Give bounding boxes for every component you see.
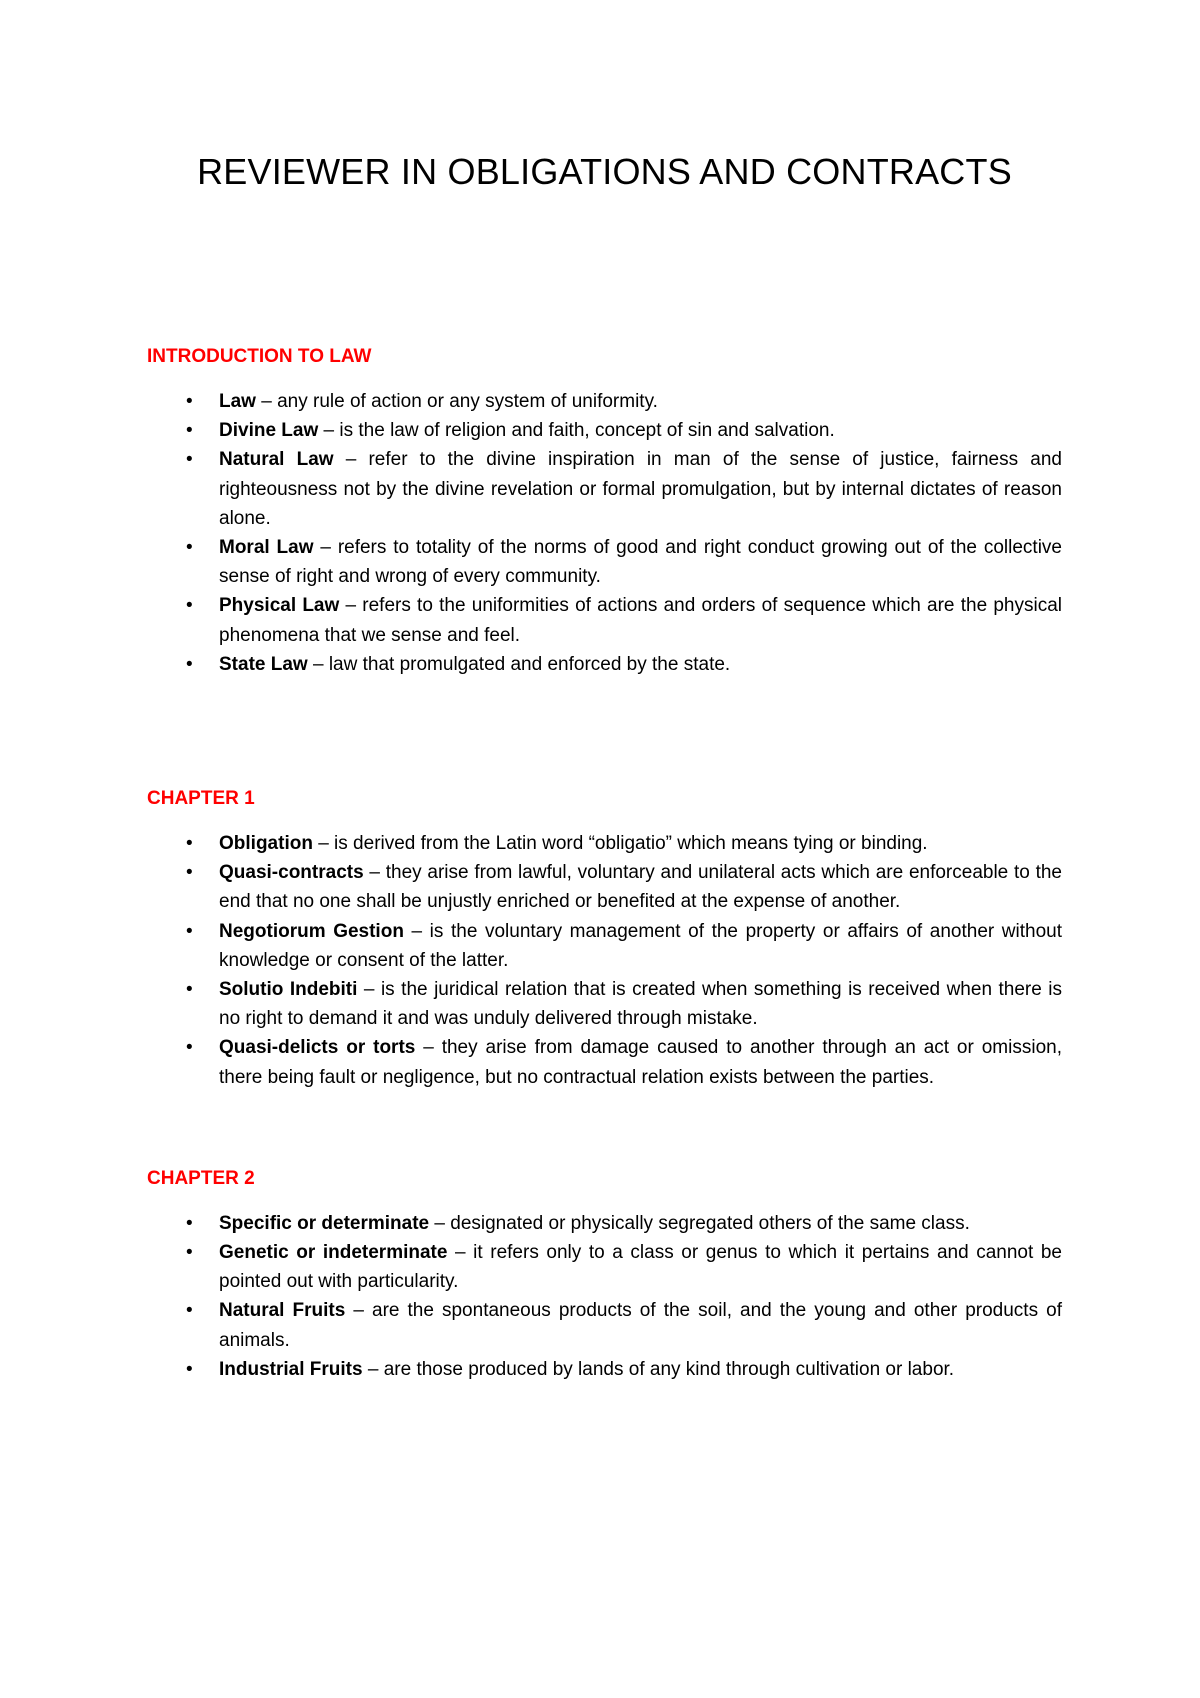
- bullet-icon: •: [186, 391, 193, 412]
- bullet-icon: •: [186, 1358, 193, 1380]
- term: Law: [219, 391, 256, 412]
- list-item: [147, 858, 1062, 916]
- definition: – is the juridical relation that is created when something is received when there is no right to demand it and was unduly delivered through mistake.: [219, 979, 1063, 1030]
- term: Obligation: [219, 833, 313, 855]
- bullet-icon: •: [186, 420, 193, 442]
- term: Natural Fruits: [219, 1300, 346, 1322]
- definition: – law that promulgated and enforced by the state.: [307, 653, 731, 675]
- definition: – is derived from the Latin word “obligatio” which means tying or binding.: [312, 833, 928, 855]
- definition: – designated or physically segregated others of the same class.: [429, 1212, 970, 1234]
- section-heading-introduction: INTRODUCTION TO LAW: [147, 346, 372, 367]
- definition: – refers to totality of the norms of good and right conduct growing out of the collective sense of right and wrong of every community.: [219, 537, 1062, 588]
- definition: – is the voluntary management of the property or affairs of another without knowledge or consent of the latter.: [219, 920, 1062, 971]
- list-item: [147, 917, 1062, 975]
- definition: – it refers only to a class or genus to which it pertains and cannot be pointed out with particularity.: [219, 1242, 1062, 1293]
- definition: – they arise from lawful, voluntary and unilateral acts which are enforceable to the end that no one shall be unjustly enriched or benefited at the expense of another.: [219, 862, 1062, 913]
- term-list-chapter-1: [147, 829, 1062, 1092]
- document-title: REVIEWER IN OBLIGATIONS AND CONTRACTS: [197, 151, 1012, 192]
- list-item: [147, 445, 1062, 533]
- definition: – refers to the uniformities of actions and orders of sequence which are the physical phenomena that we sense and feel.: [219, 595, 1062, 646]
- list-item: [147, 650, 1062, 679]
- list-item: [147, 1209, 1062, 1238]
- list-item: [147, 975, 1062, 1033]
- section-heading-chapter-2: CHAPTER 2: [147, 1167, 255, 1189]
- term: Quasi-contracts: [219, 862, 364, 884]
- term: Negotiorum Gestion: [219, 920, 404, 942]
- bullet-icon: •: [186, 1242, 193, 1264]
- term: State Law: [219, 653, 308, 675]
- term: Specific or determinate: [219, 1212, 430, 1234]
- definition: – any rule of action or any system of uniformity.: [255, 391, 658, 412]
- term: Physical Law: [219, 595, 340, 617]
- definition: – they arise from damage caused to another through an act or omission, there being fault or negligence, but no contractual relation exists between the parties.: [219, 1037, 1062, 1088]
- definition: – is the law of religion and faith, concept of sin and salvation.: [318, 420, 835, 442]
- definition: – are the spontaneous products of the soil, and the young and other products of animals.: [219, 1300, 1062, 1351]
- bullet-icon: •: [186, 979, 193, 1001]
- bullet-icon: •: [186, 595, 193, 617]
- bullet-icon: •: [186, 537, 193, 559]
- list-item: [147, 1238, 1062, 1296]
- bullet-icon: •: [186, 1037, 193, 1059]
- bullet-icon: •: [186, 920, 193, 942]
- bullet-icon: •: [186, 833, 193, 855]
- term: Divine Law: [219, 420, 319, 442]
- bullet-icon: •: [186, 449, 193, 471]
- list-item: [147, 591, 1062, 649]
- list-item: [147, 1355, 1062, 1384]
- list-item: [147, 829, 1062, 858]
- definition: – refer to the divine inspiration in man of the sense of justice, fairness and righteousness not by the divine revelation or formal promulgation, but by internal dictates of reason alone.: [219, 449, 1062, 529]
- list-item: [147, 1296, 1062, 1354]
- term-list-introduction: [147, 387, 1062, 679]
- list-item: [147, 533, 1062, 591]
- term: Moral Law: [219, 537, 314, 559]
- term: Genetic or indeterminate: [219, 1242, 448, 1264]
- bullet-icon: •: [186, 653, 193, 675]
- term: Solutio Indebiti: [219, 979, 358, 1001]
- section-heading-chapter-1: CHAPTER 1: [147, 788, 255, 810]
- definition: – are those produced by lands of any kind through cultivation or labor.: [362, 1358, 955, 1380]
- bullet-icon: •: [186, 862, 193, 884]
- list-item: [147, 1033, 1062, 1091]
- term: Quasi-delicts or torts: [219, 1037, 416, 1059]
- bullet-icon: •: [186, 1300, 193, 1322]
- term: Industrial Fruits: [219, 1358, 363, 1380]
- list-item: [147, 387, 1062, 416]
- bullet-icon: •: [186, 1212, 193, 1234]
- term: Natural Law: [219, 449, 334, 471]
- term-list-chapter-2: [147, 1209, 1062, 1384]
- list-item: [147, 416, 1062, 445]
